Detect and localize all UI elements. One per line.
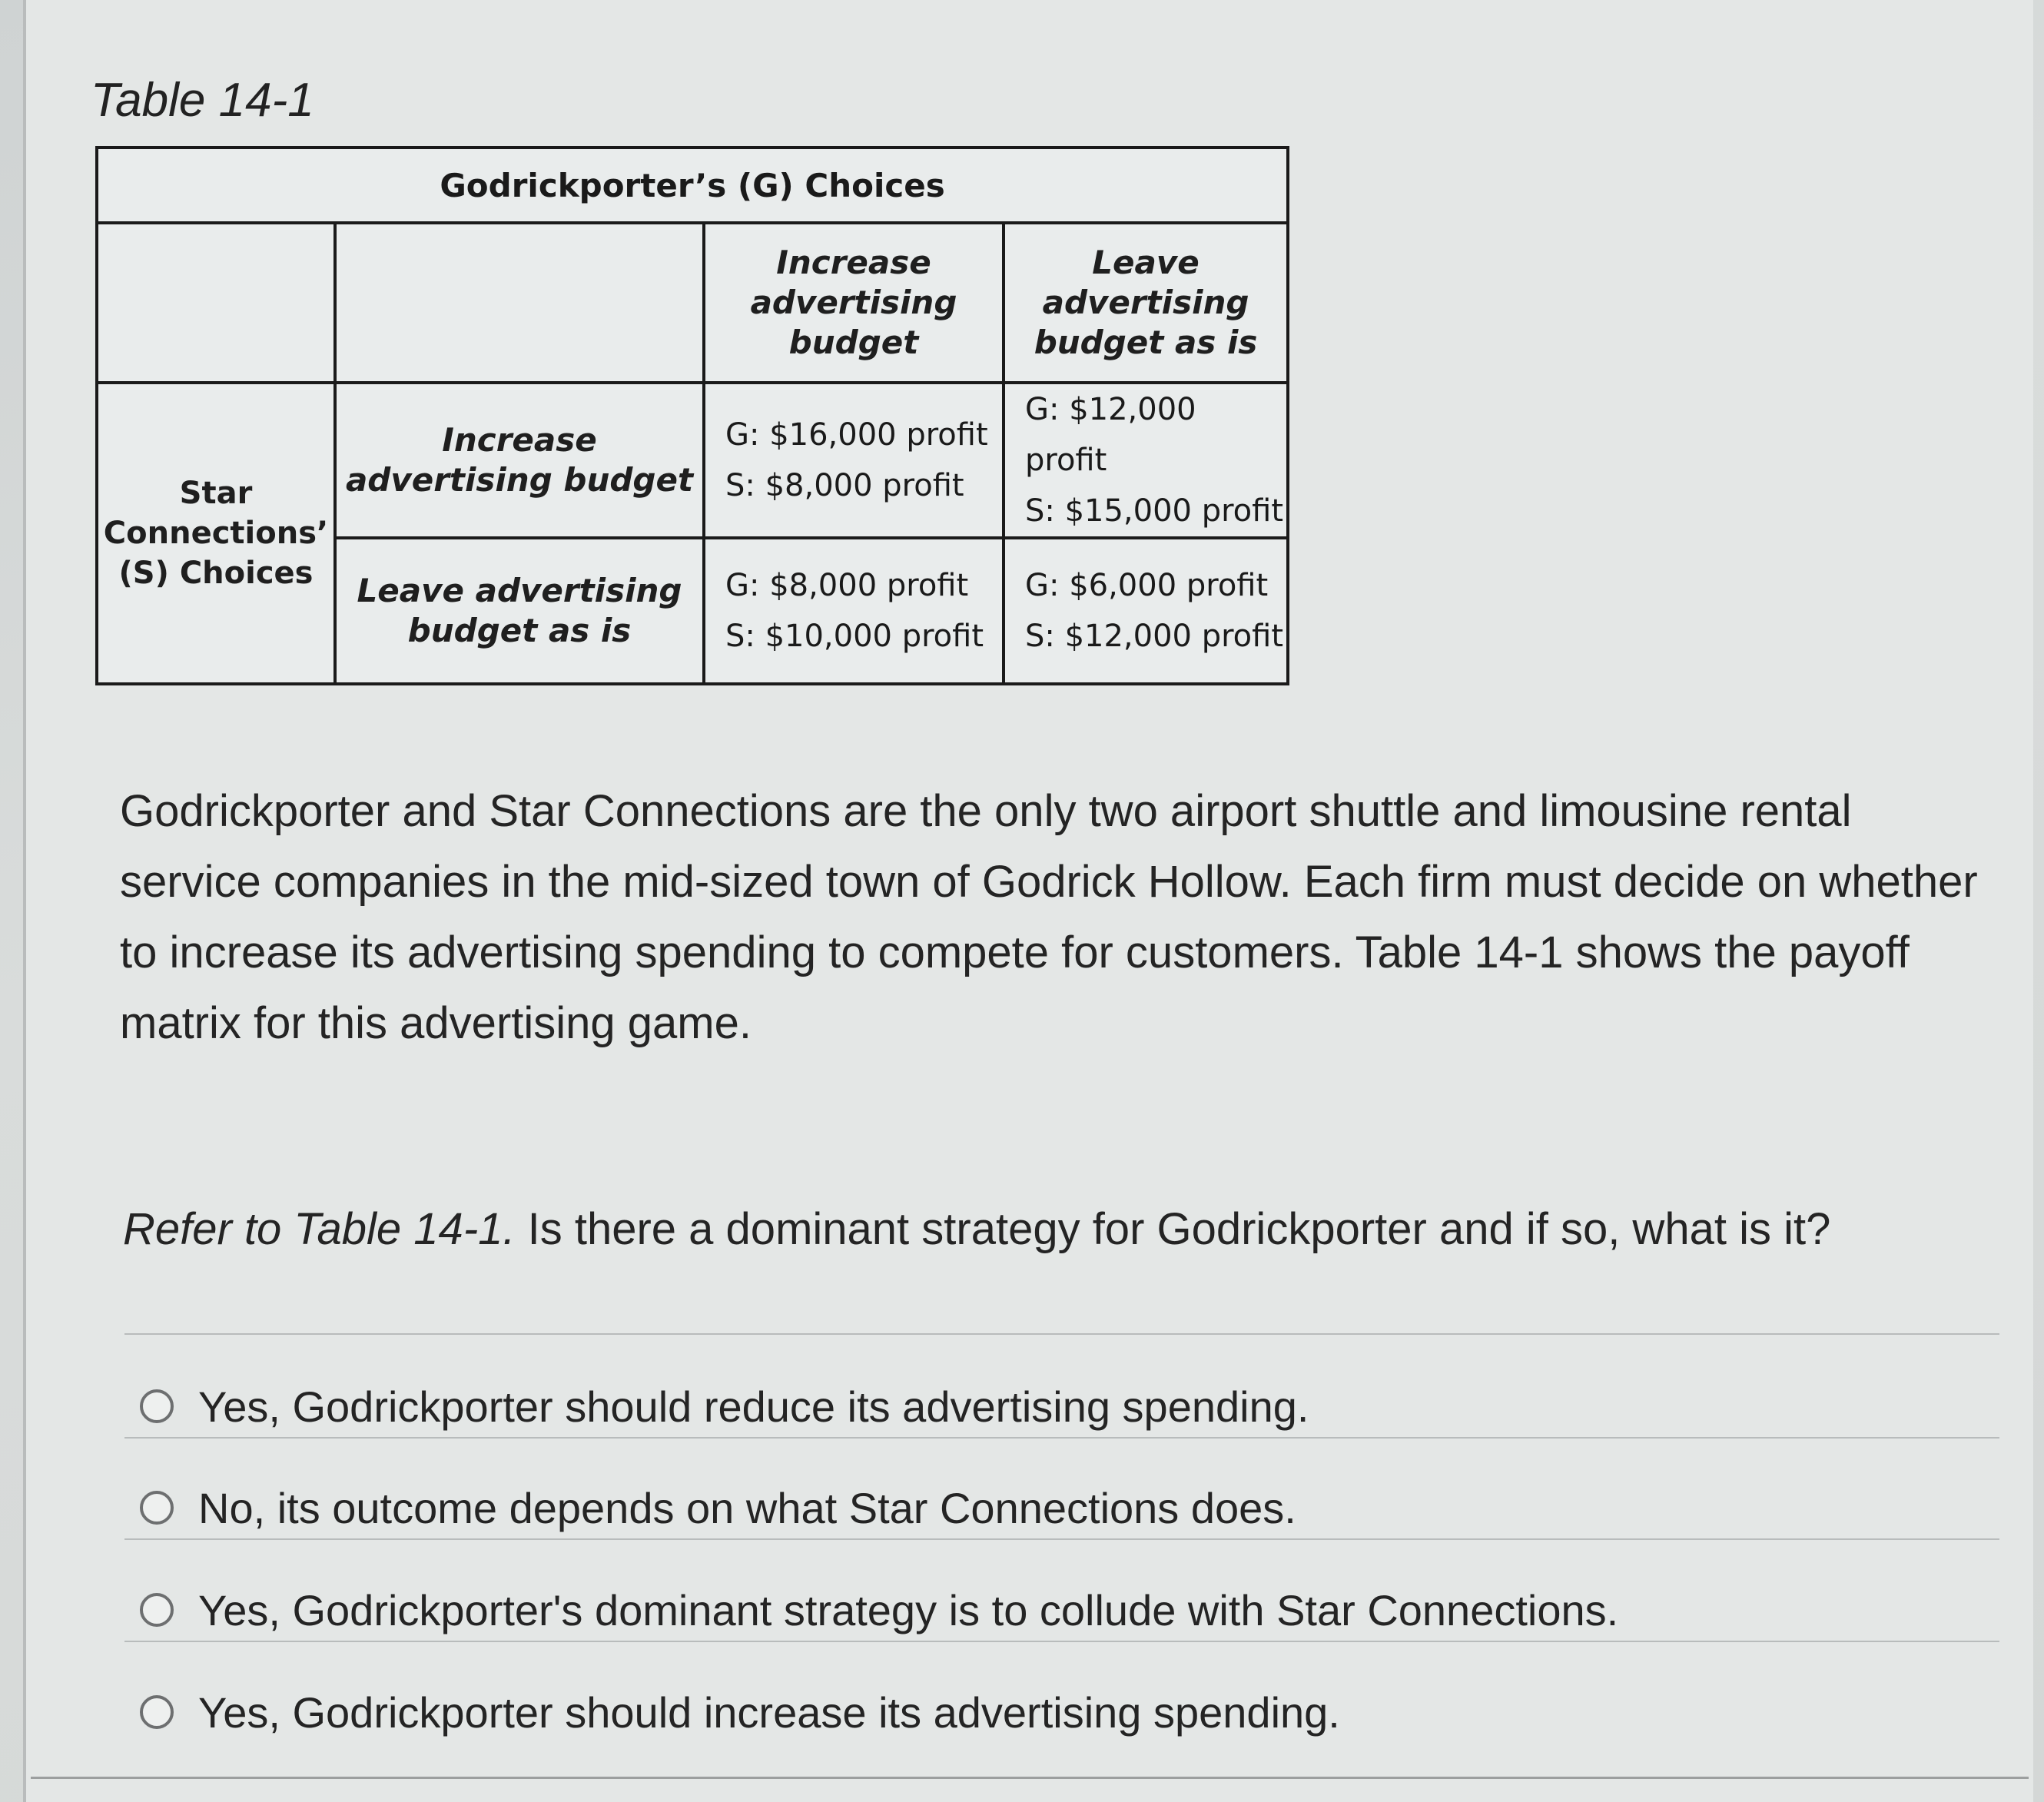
option-label: Yes, Godrickporter should reduce its advertising spending.: [198, 1382, 1309, 1431]
payoff-cell: [1004, 383, 1288, 538]
payoff-cell: [704, 383, 1004, 538]
answer-option-1[interactable]: [140, 1376, 1309, 1437]
g-choice-leave: Leave advertising budget as is: [1004, 223, 1288, 383]
payoff-cell: [704, 538, 1004, 684]
question-page: [23, 0, 2033, 1802]
scenario-paragraph: Godrickporter and Star Connections are the only two airport shuttle and limousine rental service companies in the mid-sized town of Godrick Hollow. Each firm must decide on whether to increase its advertising spending to compete for customers. Table 14-1 shows the payoff matrix for this advertising game.: [120, 786, 1978, 1048]
s-choice-leave: Leave advertising budget as is: [335, 538, 704, 684]
star-connections-choices-header: Star Connections’ (S) Choices: [97, 383, 335, 684]
option-label: No, its outcome depends on what Star Connections does.: [198, 1483, 1296, 1532]
question-text: Is there a dominant strategy for Godrickporter and if so, what is it?: [527, 1204, 1831, 1254]
option-label: Yes, Godrickporter should increase its advertising spending.: [198, 1688, 1340, 1737]
page-bottom-border: [31, 1777, 2029, 1779]
answer-option-4[interactable]: [140, 1681, 1340, 1743]
table-title: Table 14-1: [91, 74, 314, 127]
radio-button[interactable]: [140, 1695, 174, 1729]
s-choice-increase: Increase advertising budget: [335, 383, 704, 538]
s-payoff: S: $10,000 profit: [725, 619, 984, 654]
divider: [124, 1437, 1999, 1439]
s-payoff: S: $15,000 profit: [1025, 493, 1284, 529]
divider: [124, 1538, 1999, 1540]
empty-corner-cell: [97, 223, 335, 383]
payoff-cell: [1004, 538, 1288, 684]
g-choice-increase: Increase advertising budget: [704, 223, 1004, 383]
option-label: Yes, Godrickporter's dominant strategy is to collude with Star Connections.: [198, 1585, 1619, 1634]
radio-button[interactable]: [140, 1593, 174, 1627]
g-payoff: G: $8,000 profit: [725, 568, 969, 603]
radio-button[interactable]: [140, 1491, 174, 1525]
s-payoff: S: $12,000 profit: [1025, 619, 1284, 654]
answer-option-3[interactable]: [140, 1579, 1618, 1641]
question-prompt: [123, 1199, 1983, 1260]
g-payoff: G: $16,000 profit: [725, 417, 988, 453]
divider: [124, 1333, 1999, 1335]
empty-corner-cell: [335, 223, 704, 383]
radio-button[interactable]: [140, 1389, 174, 1423]
godrickporter-choices-header: Godrickporter’s (G) Choices: [97, 148, 1288, 223]
divider: [124, 1641, 1999, 1642]
s-payoff: S: $8,000 profit: [725, 468, 964, 503]
g-payoff: G: $6,000 profit: [1025, 568, 1269, 603]
g-payoff: G: $12,000 profit: [1025, 392, 1196, 478]
answer-option-2[interactable]: [140, 1477, 1296, 1538]
payoff-matrix: [95, 146, 1289, 685]
question-reference: Refer to Table 14-1.: [123, 1204, 516, 1254]
